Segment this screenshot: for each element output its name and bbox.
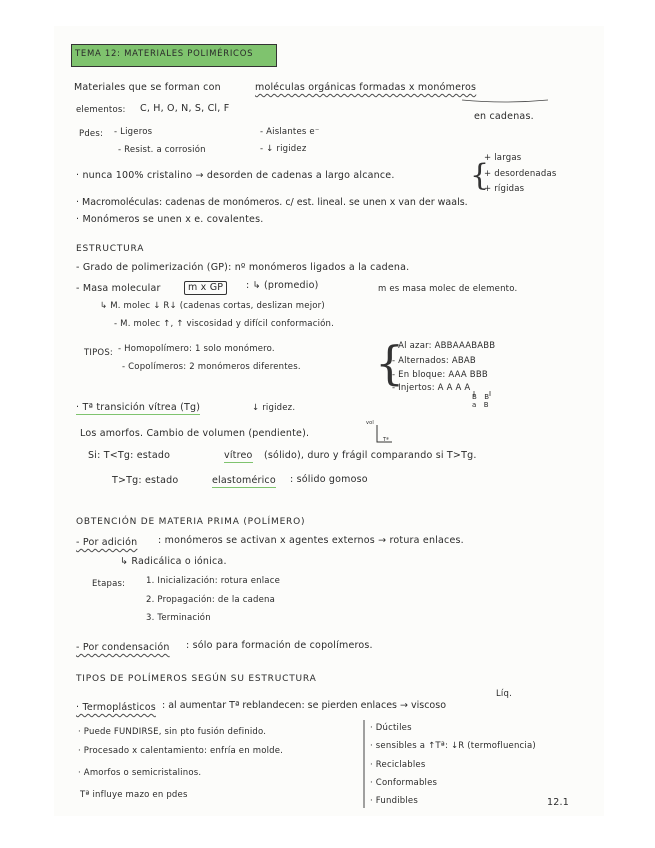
pdes-rigidez: - ↓ rigidez [260,144,307,154]
page-title: TEMA 12: MATERIALES POLIMÉRICOS [75,49,254,59]
nunca-cristalino: · nunca 100% cristalino → desorden de cadenas a largo alcance. [76,170,395,181]
si-label: Si: T<Tg: estado [88,450,171,461]
masa-promedio: : ↳ (promedio) [246,280,319,291]
graph-axes [377,425,392,442]
amorfos-volumen: Los amorfos. Cambio de volumen (pendiente). [80,428,310,439]
tg-rigidez: ↓ rigidez. [252,403,296,413]
tipos-label: TIPOS: [84,348,113,358]
liq-note: Líq. [496,689,512,699]
por-adicion: - Por adición [76,537,138,548]
elementos-label: elementos: [76,105,126,115]
termoplasticos-descripcion: : al aumentar Tª reblandecen: se pierden enlaces → viscoso [162,700,447,711]
pdes-aislantes: - Aislantes e⁻ [260,127,320,137]
etapa-2: 2. Propagación: de la cadena [146,595,275,605]
termo-left-1: · Puede FUNDIRSE, sin pto fusión definido. [78,727,267,737]
homopolimero: - Homopolímero: 1 solo monómero. [118,344,275,354]
si-descripcion: (sólido), duro y frágil comparando si T>Tg. [264,450,477,461]
tg-heading: · Tª transición vítrea (Tg) [76,402,201,413]
tipos-heading: TIPOS DE POLÍMEROS SEGÚN SU ESTRUCTURA [76,674,317,684]
graph-temp-label: Tª [383,437,389,443]
graph-vol-label: vol [366,420,375,426]
copo-alternados: - Alternados: ABAB [392,356,476,366]
monomeros-covalentes: · Monómeros se unen x e. covalentes. [76,214,264,225]
pdes-ligeros: - Ligeros [114,127,153,137]
estructura-heading: ESTRUCTURA [76,244,145,254]
termo-right-1: · Dúctiles [370,723,412,733]
brace-nunca: { [470,158,490,193]
radicalica-ionica: ↳ Radicálica o iónica. [120,556,227,567]
elementos-value: C, H, O, N, S, Cl, F [140,103,230,114]
page-number: 12.1 [547,797,569,808]
termo-left-4: Tª influye mazo en pdes [80,790,188,800]
termo-right-2: · sensibles a ↑Tª: ↓R (termofluencia) [370,741,536,751]
termo-left-3: · Amorfos o semicristalinos. [78,768,202,778]
nunca-item-3: + rígidas [484,184,525,194]
copo-al-azar: - Al azar: ABBAAABABB [392,341,496,351]
masa-molecular-label: - Masa molecular [76,283,161,294]
underline-stroke [462,100,548,102]
estado-vitreo: vítreo [224,450,253,461]
masa-nota: m es masa molec de elemento. [378,284,518,294]
mmolec-baja: ↳ M. molec ↓ R↓ (cadenas cortas, deslizan mejor) [100,301,325,311]
pdes-label: Pdes: [79,129,104,139]
copo-injertos: - Injertos: A A A A [392,383,471,393]
pdes-resist: - Resist. a corrosión [118,145,206,155]
intro-line-1c: en cadenas. [474,111,534,122]
termo-right-5: · Fundibles [370,796,418,806]
etapa-1: 1. Inicialización: rotura enlace [146,576,281,586]
intro-line-1a: Materiales que se forman con [74,82,221,93]
termo-right-4: · Conformables [370,778,438,788]
adicion-descripcion: : monómeros se activan x agentes externos → rotura enlaces. [158,535,464,546]
termo-left-2: · Procesado x calentamiento: enfría en molde. [78,746,284,756]
termoplasticos: · Termoplásticos [76,702,156,713]
estado-elastomerico: elastomérico [212,475,276,486]
nunca-item-2: + desordenadas [484,169,557,179]
macromoleculas: · Macromoléculas: cadenas de monómeros. c/ est. lineal. se unen x van der waals. [76,197,468,208]
intro-line-1b: moléculas orgánicas formadas x monómeros [255,82,477,93]
por-condensacion: - Por condensación [76,642,170,653]
termo-right-3: · Reciclables [370,760,426,770]
condensacion-descripcion: : sólo para formación de copolímeros. [186,640,373,651]
injertos-branches [474,391,490,396]
ttg-descripcion: : sólido gomoso [290,474,368,485]
injertos-ramas: B B a B [472,393,490,409]
brace-copolimeros: { [375,336,405,390]
masa-molecular-formula: m x GP [184,281,227,295]
grado-polimerizacion: - Grado de polimerización (GP): nº monómeros ligados a la cadena. [76,262,410,273]
etapas-label: Etapas: [92,579,126,589]
obtencion-heading: OBTENCIÓN DE MATERIA PRIMA (POLÍMERO) [76,517,306,527]
ttg-label: T>Tg: estado [112,475,179,486]
mmolec-alta: - M. molec ↑, ↑ viscosidad y difícil conformación. [114,319,335,329]
etapa-3: 3. Terminación [146,613,211,623]
copolimeros: - Copolímeros: 2 monómeros diferentes. [122,362,301,372]
copo-bloque: - En bloque: AAA BBB [392,370,488,380]
nunca-item-1: + largas [484,153,522,163]
